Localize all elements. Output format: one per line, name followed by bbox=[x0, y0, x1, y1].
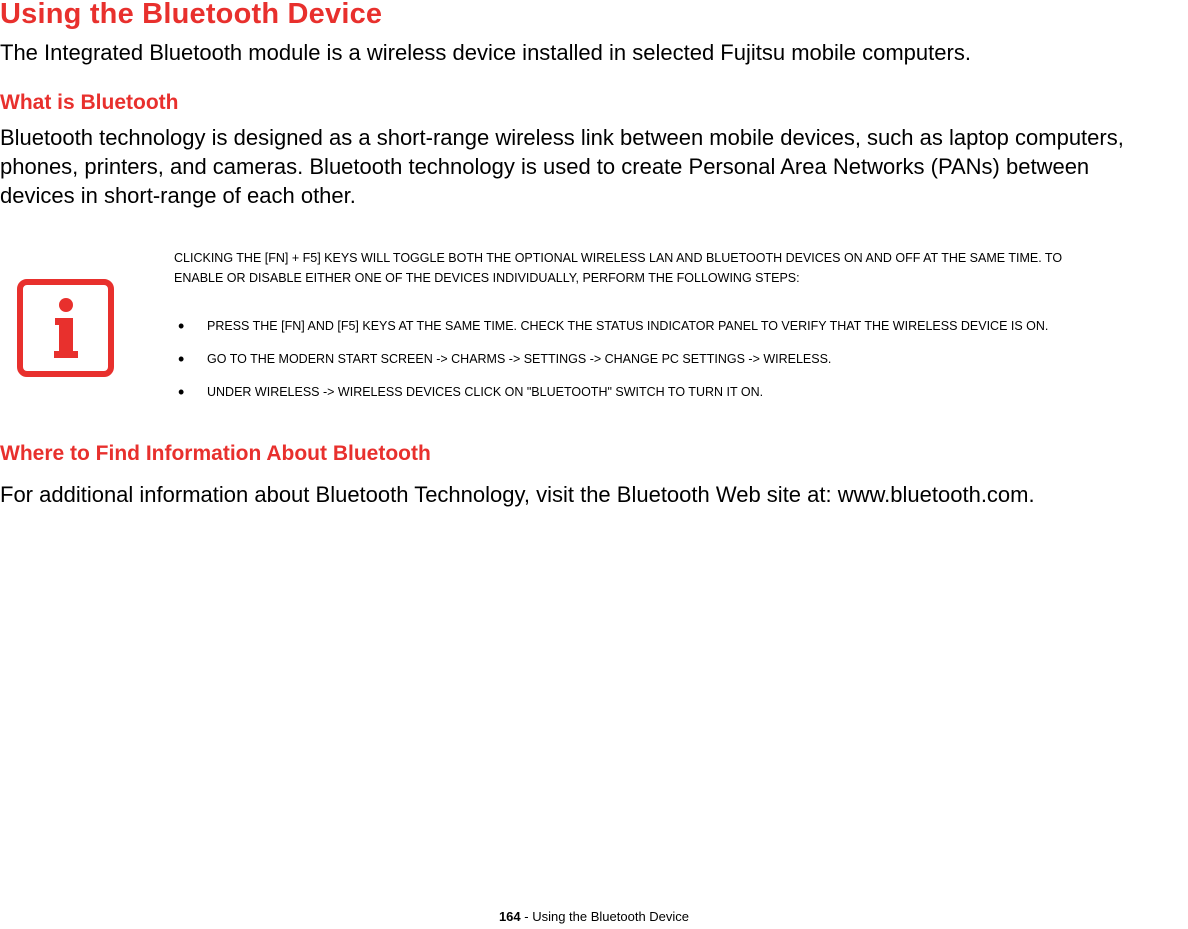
page-title: Using the Bluetooth Device bbox=[0, 0, 383, 30]
page-footer bbox=[0, 909, 1188, 924]
bullet-icon: • bbox=[178, 349, 185, 369]
where-to-find-heading: Where to Find Information About Bluetooth bbox=[0, 442, 431, 465]
footer-text: - Using the Bluetooth Device bbox=[520, 909, 690, 924]
step-text: GO TO THE MODERN START SCREEN -> CHARMS -> SETTINGS -> CHANGE PC SETTINGS -> WIRELESS. bbox=[207, 352, 832, 366]
list-item bbox=[174, 382, 1184, 415]
note-steps-list bbox=[174, 316, 1184, 415]
paragraph-line: phones, printers, and cameras. Bluetooth technology is used to create Personal Area Networks (PANs) between bbox=[0, 154, 1090, 179]
what-is-bluetooth-heading: What is Bluetooth bbox=[0, 91, 179, 114]
list-item bbox=[174, 349, 1184, 382]
step-text: PRESS THE [FN] AND [F5] KEYS AT THE SAME TIME. CHECK THE STATUS INDICATOR PANEL TO VERIFY THAT THE WIRELESS DEVICE IS ON. bbox=[207, 319, 1049, 333]
info-icon bbox=[17, 279, 114, 377]
page-number: 164 bbox=[498, 909, 521, 924]
paragraph-line: devices in short-range of each other. bbox=[0, 183, 356, 208]
note-text bbox=[174, 248, 1184, 288]
bullet-icon: • bbox=[178, 316, 185, 336]
bullet-icon: • bbox=[178, 382, 185, 402]
where-to-find-text: For additional information about Bluetooth Technology, visit the Bluetooth Web site at: www.bluetooth.com. bbox=[0, 482, 1035, 507]
intro-text: The Integrated Bluetooth module is a wireless device installed in selected Fujitsu mobile computers. bbox=[0, 40, 971, 65]
step-text: UNDER WIRELESS -> WIRELESS DEVICES CLICK ON "BLUETOOTH" SWITCH TO TURN IT ON. bbox=[207, 385, 764, 399]
note-line: CLICKING THE [FN] + F5] KEYS WILL TOGGLE BOTH THE OPTIONAL WIRELESS LAN AND BLUETOOTH DEVICES ON AND OFF AT THE SAME TIME. TO bbox=[174, 251, 1063, 265]
what-is-bluetooth-paragraph bbox=[0, 123, 1188, 210]
note-line: ENABLE OR DISABLE EITHER ONE OF THE DEVICES INDIVIDUALLY, PERFORM THE FOLLOWING STEPS: bbox=[174, 271, 800, 285]
list-item bbox=[174, 316, 1184, 349]
paragraph-line: Bluetooth technology is designed as a short-range wireless link between mobile devices, such as laptop computers, bbox=[0, 125, 1124, 150]
